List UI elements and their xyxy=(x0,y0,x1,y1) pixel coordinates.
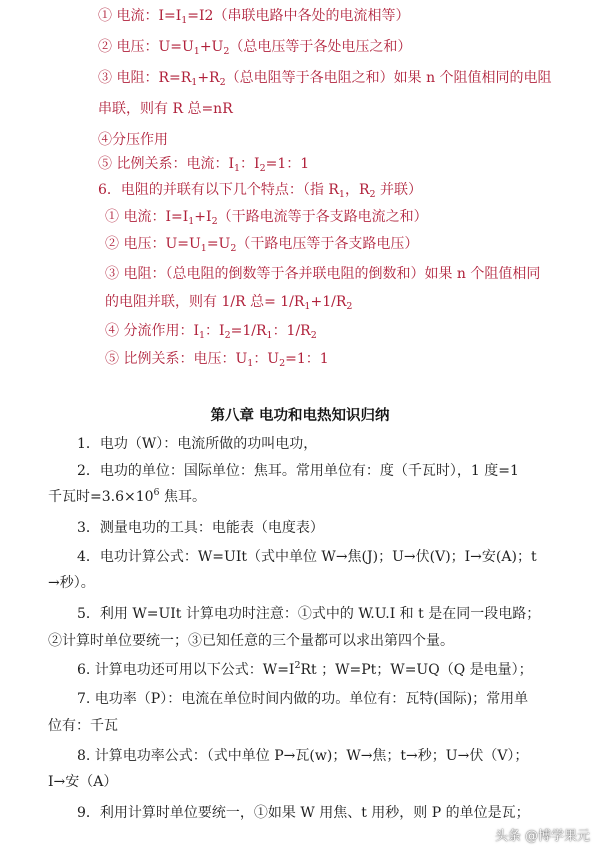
parallel-rule-current: ① 电流：$I=I_1+I_2$（干路电流等于各支路电流之和） xyxy=(105,209,428,227)
item-7: 7. 电功率（P）：电流在单位时间内做的功。单位有：瓦特(国际)；常用单 xyxy=(77,691,529,707)
parallel-rule-shunt: ④ 分流作用：$I_1$：$I_2=1/R_1$：$1/R_2$ xyxy=(105,323,317,341)
rule-marker: ① xyxy=(105,209,119,225)
item-2-cont: 千瓦时$=3.6\times 10^6$ 焦耳。 xyxy=(48,487,207,505)
item-9: 9．利用计算时单位要统一，①如果 W 用焦、t 用秒，则 P 的单位是瓦； xyxy=(77,805,530,821)
item-6: 6. 计算电功还可用以下公式：$W=I^2Rt$ ；W=Pt；W=UQ（Q 是电量）； xyxy=(77,660,533,678)
rule-marker: ⑤ xyxy=(98,156,112,172)
rule-label: 比例关系：电压： xyxy=(123,351,236,367)
rule-marker: ② xyxy=(98,39,112,55)
item-5: 5．利用 W=UIt 计算电功时注意：①式中的 W.U.I 和 t 是在同一段电路； xyxy=(77,606,541,622)
watermark: 头条 @博学果元 xyxy=(494,829,590,844)
series-rule-current: ① 电流：$I=I_1=I2$（串联电路中各处的电流相等） xyxy=(98,8,410,26)
rule-label: 电压： xyxy=(116,39,159,55)
series-rule-ratio: ⑤ 比例关系：电流：$I_1$：$I_2=1$：1 xyxy=(98,156,310,174)
parallel-heading: 6．电阻的并联有以下几个特点：（指 $R_1$，$R_2$ 并联） xyxy=(98,182,422,200)
rule-marker: ④ xyxy=(105,323,119,339)
series-rule-resistance: ③ 电阻：$R=R_1+R_2$（总电阻等于各电阻之和）如果 n 个阻值相同的电阻 xyxy=(98,70,552,88)
rule-label: 电阻： xyxy=(116,70,159,86)
item-5-cont: ②计算时单位要统一；③已知任意的三个量都可以求出第四个量。 xyxy=(48,633,454,649)
rule-label: 比例关系：电流：I xyxy=(116,156,234,172)
rule-label: 电流： xyxy=(116,8,159,24)
parallel-rule-resistance-cont: 的电阻并联，则有 1/R 总= $1/R_1+1/R_2$ xyxy=(105,294,353,312)
item-4-cont: →秒）。 xyxy=(48,575,95,591)
item-2: 2．电功的单位：国际单位：焦耳。常用单位有：度（千瓦时），1 度=1 xyxy=(77,463,519,479)
rule-label: 电阻： xyxy=(123,266,166,282)
rule-marker: ① xyxy=(98,8,112,24)
rule-label: 电流： xyxy=(123,209,166,225)
chapter-title: 第八章 电功和电热知识归纳 xyxy=(210,408,390,424)
series-rule-resistance-cont: 串联，则有 R 总=nR xyxy=(98,101,233,117)
item-8: 8. 计算电功率公式：（式中单位 P→瓦(w)；W→焦；t→秒；U→伏（V）； xyxy=(77,748,529,764)
parallel-rule-ratio: ⑤ 比例关系：电压：$U_1$：$U_2=1$：1 xyxy=(105,351,329,369)
item-8-cont: I→安（A） xyxy=(48,774,118,790)
item-3: 3．测量电功的工具：电能表（电度表） xyxy=(77,520,324,536)
item-7-cont: 位有：千瓦 xyxy=(48,718,118,734)
parallel-rule-voltage: ② 电压：$U=U_1=U_2$（干路电压等于各支路电压） xyxy=(105,236,419,254)
parallel-rule-resistance: ③ 电阻：（总电阻的倒数等于各并联电阻的倒数和）如果 n 个阻值相同 xyxy=(105,266,541,282)
rule-label: 分流作用： xyxy=(123,323,194,339)
item-4: 4．电功计算公式：W=UIt（式中单位 W→焦(J)；U→伏(V)；I→安(A)；t xyxy=(77,549,537,565)
series-rule-divider: ④分压作用 xyxy=(98,132,168,148)
rule-marker: ③ xyxy=(105,266,119,282)
rule-marker: ③ xyxy=(98,70,112,86)
rule-label: 电压： xyxy=(123,236,166,252)
rule-marker: ② xyxy=(105,236,119,252)
item-1: 1．电功（W）：电流所做的功叫电功， xyxy=(77,436,318,452)
rule-marker: ⑤ xyxy=(105,351,119,367)
series-rule-voltage: ② 电压：$U=U_1+U_2$（总电压等于各处电压之和） xyxy=(98,39,412,57)
